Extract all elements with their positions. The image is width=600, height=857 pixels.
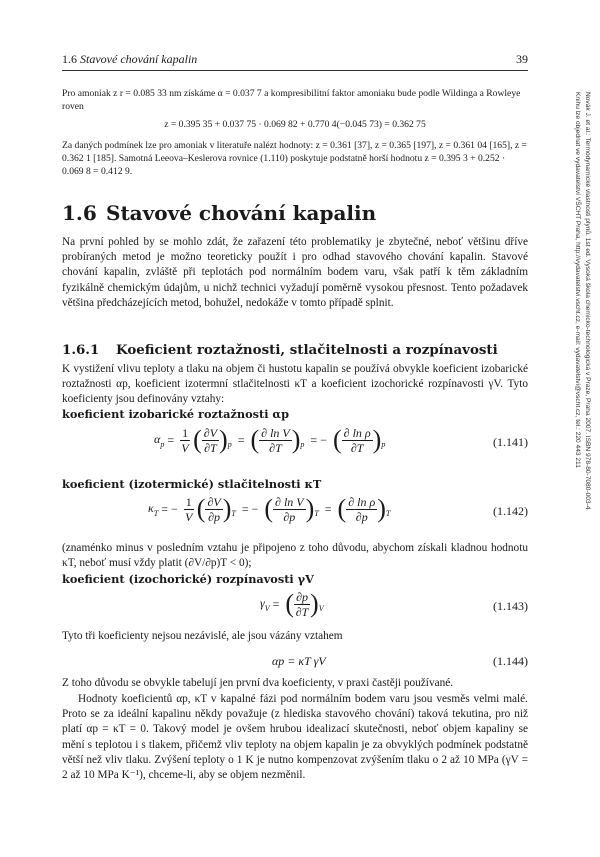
side-citation-note bbox=[558, 92, 592, 732]
section-paragraph: Na první pohled by se mohlo zdát, že zařazení této problematiky je zbytečné, neboť většinu dříve probíraných metod je možno teoreticky použít i pro odhad stavového chování kapalin. Stavové chování kapalin, zvláště při teplotách pod normálním bodem varu, však patří k těm základním fyzikálně chemickým údajům, u nichž technici vyžadují poměrně vysokou přesnost. Tento požadavek většina předcházejících metod, bohužel, nedokáže v tomto případě splnit. bbox=[62, 236, 528, 309]
running-head-title: Stavové chování kapalin bbox=[80, 52, 198, 66]
equation-number-144: (1.144) bbox=[493, 654, 528, 668]
relation-formula: αp = κT γV bbox=[272, 654, 326, 668]
equation-1-144 bbox=[62, 654, 528, 672]
equation-1-141 bbox=[62, 425, 528, 469]
citation-line-2: Knihu lze objednat ve vydavatelství VŠCHT Praha, http://vydavatelstvi.vscht.cz, e-mail: vydavatelstvi@vscht.cz, tel.: 220 443 211 bbox=[574, 92, 581, 468]
equation-number-142: (1.142) bbox=[493, 504, 528, 518]
section-heading bbox=[62, 201, 528, 225]
intro-equation: z = 0.395 35 + 0.037 75 · 0.069 82 + 0.770 4(−0.045 73) = 0.362 75 bbox=[164, 119, 426, 130]
intro-text-2: Za daných podmínek lze pro amoniak v literatuře nalézt hodnoty: z = 0.361 [37], z = 0.365 [197], z = 0.361 04 [165], z = 0.362 1 [185]. Samotná Leeova–Keslerova rovnice (1.110) poskytuje podstatně horší hodnotu z = 0.395 3 + 0.252 · 0.069 8 = 0.412 9. bbox=[62, 140, 527, 178]
kappa-definition-heading: koeficient (izotermické) stlačitelnosti κT bbox=[62, 477, 322, 491]
equation-1-143 bbox=[62, 589, 528, 633]
gamma-definition-heading: koeficient (izochorické) rozpínavosti γV bbox=[62, 572, 314, 586]
section-number: 1.6 bbox=[62, 201, 97, 225]
alpha-formula: $\alpha_p$ = $\frac{1}{V}$ ( $\frac{\partial V}{\partial T}$ )$_p$ = ( $\frac{\text{∂ ln V}}{\partial T}$ )$_p$ = − ( $\frac{\text{∂ ln ρ}}{\partial T}$ )$_p$ bbox=[154, 425, 386, 455]
closing-paragraph: Hodnoty koeficientů αp, κT v kapalné fázi pod normálním bodem varu jsou vesměs velmi malé. Proto se za ideální kapalinu někdy považuje (z hlediska stavového chování) taková tekutina, pro niž platí αp = κT = 0. Takový model je ovšem hrubou idealizací skutečnosti, neboť objem kapaliny se mění s teplotou i s tlakem, přičemž vliv teploty na objem kapalin je za obvyklých podmínek podstatně větší než vliv tlaku. Zvýšení teploty o 1 K je nutno kompenzovat zvýšením tlaku o 2 až 10 MPa (γV = 2 až 10 MPa K⁻¹), chceme-li, aby se objem nezměnil. bbox=[62, 693, 528, 782]
equation-number-143: (1.143) bbox=[493, 599, 528, 613]
header-rule bbox=[62, 70, 528, 71]
section-title: Stavové chování kapalin bbox=[106, 201, 377, 225]
citation-line-1: Novák J. et al.: Termodynamické vlastnosti plynů. 1st ed. Vysoká škola chemicko-technologická v Praze, Praha 2007. ISBN 978-80-7080-003-4 bbox=[584, 92, 591, 510]
running-head bbox=[62, 52, 528, 67]
kappa-sign-note: (znaménko minus v posledním vztahu je připojeno z toho důvodu, abychom získali kladnou hodnotu κT, neboť musí vždy platit (∂V/∂p)T < 0); bbox=[62, 542, 528, 570]
page-number: 39 bbox=[516, 52, 528, 66]
running-head-section: 1.6 bbox=[62, 52, 77, 66]
gamma-formula: $\gamma_V$ = ( $\frac{\partial p}{\partial T}$ )$_V$ bbox=[260, 589, 324, 619]
equation-number-141: (1.141) bbox=[493, 435, 528, 449]
subsection-number: 1.6.1 bbox=[62, 342, 100, 358]
equation-1-142 bbox=[62, 494, 528, 538]
subsection-title: Koeficient roztažnosti, stlačitelnosti a rozpínavosti bbox=[116, 342, 498, 358]
closing-text-1: Tyto tři koeficienty nejsou nezávislé, ale jsou vázány vztahem bbox=[62, 630, 343, 642]
intro-text-1: Pro amoniak z r = 0.085 33 nm získáme α = 0.037 7 a kompresibilitní faktor amoniaku bude podle Wildinga a Rowleye roven bbox=[62, 88, 521, 113]
closing-text-2: Z toho důvodu se obvykle tabelují jen první dva koeficienty, v praxi častěji používané. bbox=[62, 677, 454, 689]
kappa-formula: $\kappa_T$ = − $\frac{1}{V}$ ( $\frac{\partial V}{\partial p}$ )$_T$ = − ( $\frac{\text{∂ ln V}}{\partial p}$ )$_T$ = ( $\frac{\text{∂ ln ρ}}{\partial p}$ )$_T$ bbox=[148, 494, 391, 524]
subsection-paragraph: K vystižení vlivu teploty a tlaku na objem či hustotu kapalin se používá obvykle koeficient izobarické roztažnosti αp, koeficient izotermní stlačitelnosti κT a koeficient izochorické rozpínavosti γV. Tyto koeficienty jsou definovány vztahy: bbox=[62, 363, 528, 406]
alpha-definition-heading: koeficient izobarické roztažnosti αp bbox=[62, 407, 290, 421]
subsection-heading bbox=[62, 342, 528, 358]
